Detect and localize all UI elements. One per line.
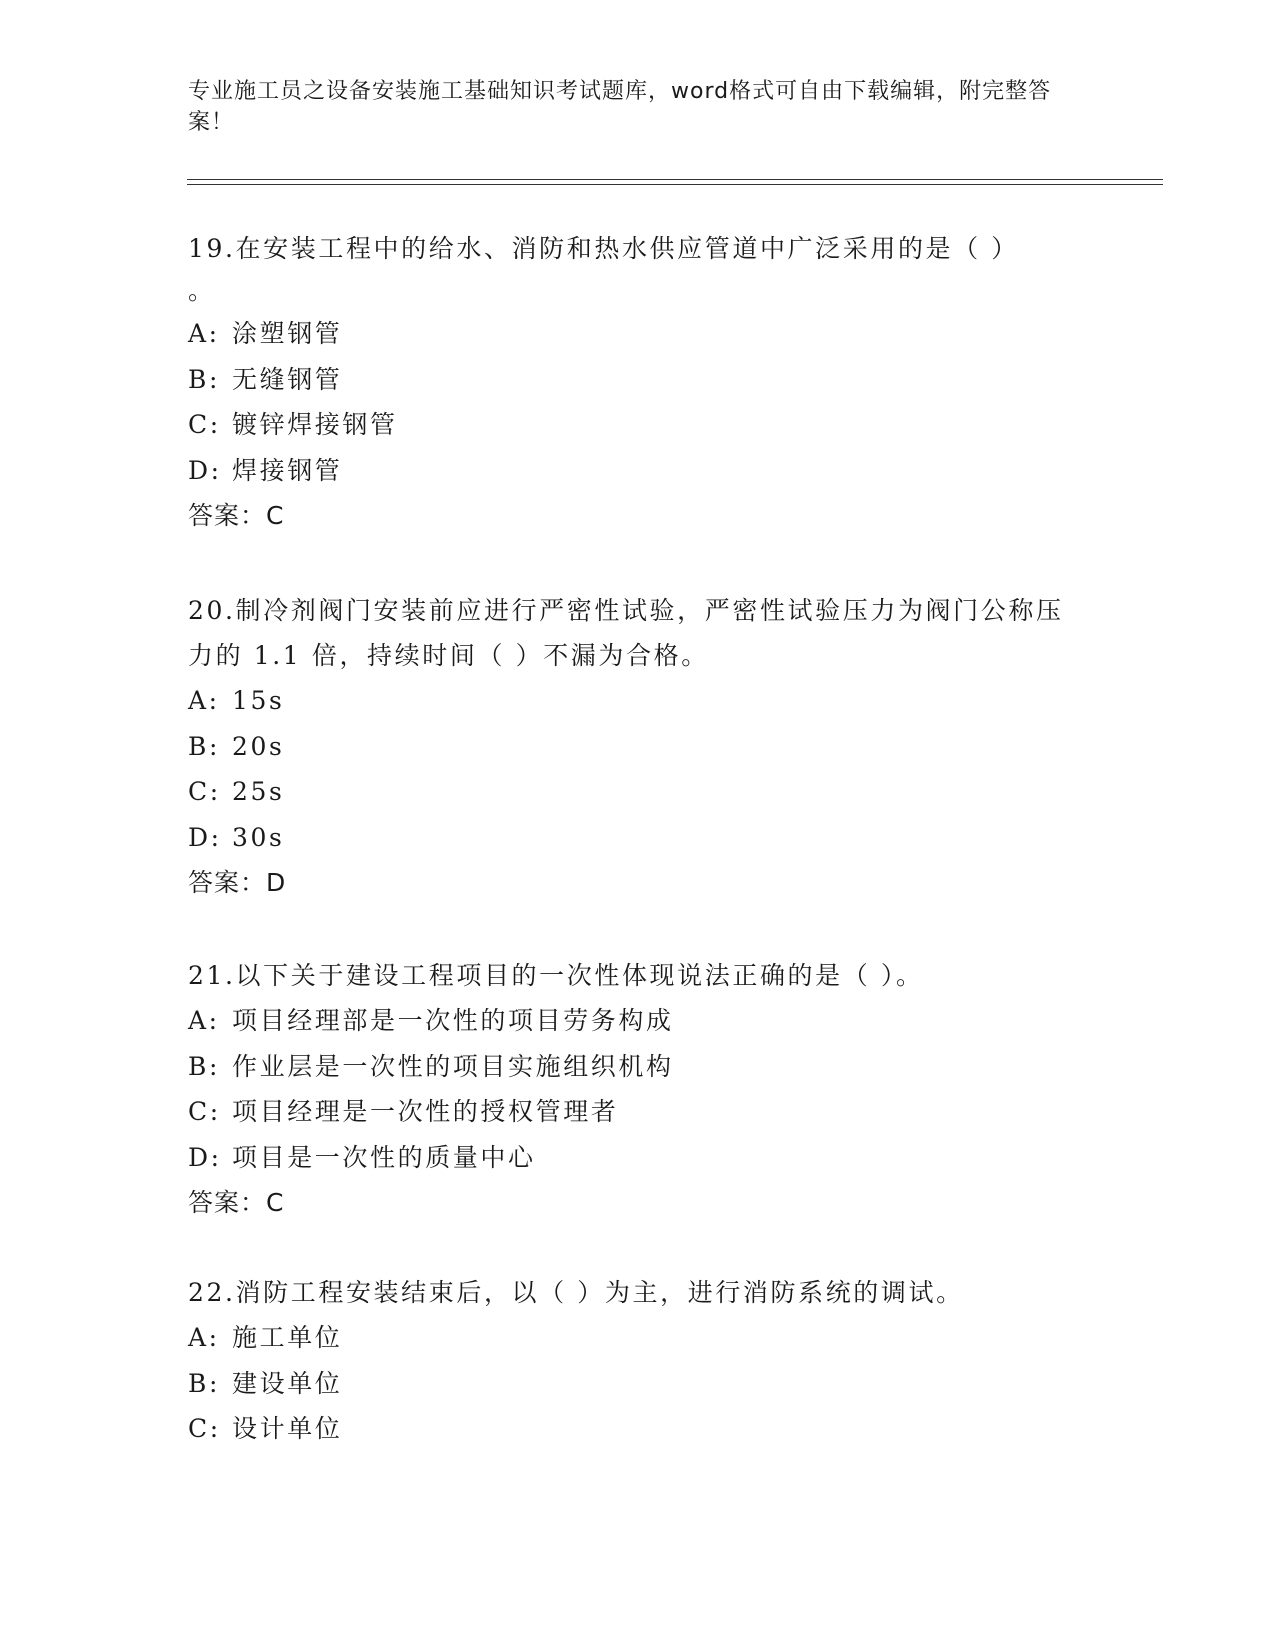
answer: 答案：D [188, 868, 287, 897]
option-a [188, 1315, 1088, 1361]
question-stem: 22.消防工程安装结束后，以（ ）为主，进行消防系统的调试。 [188, 1278, 964, 1307]
answer: 答案：C [188, 501, 285, 530]
option-b [188, 1361, 1088, 1407]
option-b [188, 1044, 1088, 1090]
option-c [188, 1406, 1088, 1452]
header-double-rule [187, 179, 1163, 185]
option-text: 建设单位 [232, 1368, 343, 1398]
question-stem-tail: 。 [188, 276, 214, 305]
header-text: 专业施工员之设备安装施工基础知识考试题库，word格式可自由下载编辑，附完整答案！ [188, 79, 1052, 135]
option-text: 项目经理是一次性的授权管理者 [232, 1097, 619, 1126]
question-21 [188, 953, 1088, 1225]
option-letter: A: [188, 319, 220, 348]
option-letter: C: [188, 410, 221, 439]
option-d [188, 815, 1088, 861]
answer: 答案：C [188, 1188, 285, 1217]
option-text: 20s [232, 731, 285, 761]
option-text: 设计单位 [232, 1414, 343, 1443]
question-stem: 20.制冷剂阀门安装前应进行严密性试验，严密性试验压力为阀门公称压力的 1.1 倍，持续时间（ ）不漏为合格。 [188, 596, 1064, 670]
option-a [188, 998, 1088, 1044]
option-a [188, 311, 1088, 357]
option-letter: B: [188, 364, 220, 394]
option-letter: D: [188, 822, 222, 852]
option-text: 镀锌焊接钢管 [232, 410, 398, 439]
option-letter: A: [188, 686, 220, 715]
option-letter: D: [188, 455, 222, 485]
option-text: 焊接钢管 [232, 455, 343, 485]
question-20 [188, 588, 1088, 905]
option-b [188, 724, 1088, 770]
option-text: 无缝钢管 [232, 364, 343, 394]
question-22 [188, 1270, 1088, 1452]
option-a [188, 678, 1088, 724]
question-stem: 21.以下关于建设工程项目的一次性体现说法正确的是（ ）。 [188, 961, 924, 990]
option-text: 项目经理部是一次性的项目劳务构成 [232, 1006, 674, 1035]
option-text: 15s [232, 686, 285, 715]
option-letter: B: [188, 1368, 220, 1398]
option-c [188, 402, 1088, 448]
question-stem: 19.在安装工程中的给水、消防和热水供应管道中广泛采用的是（ ） [188, 234, 1019, 263]
option-d [188, 1135, 1088, 1181]
option-text: 作业层是一次性的项目实施组织机构 [232, 1051, 674, 1081]
option-letter: C: [188, 777, 221, 806]
option-letter: A: [188, 1006, 220, 1035]
option-text: 30s [232, 822, 285, 852]
option-letter: B: [188, 731, 220, 761]
option-c [188, 1089, 1088, 1135]
option-d [188, 448, 1088, 494]
option-letter: A: [188, 1323, 220, 1352]
option-text: 涂塑钢管 [232, 319, 343, 348]
option-letter: B: [188, 1051, 220, 1081]
option-text: 施工单位 [232, 1323, 343, 1352]
option-text: 项目是一次性的质量中心 [232, 1142, 536, 1172]
option-c [188, 769, 1088, 815]
option-letter: C: [188, 1414, 221, 1443]
option-letter: D: [188, 1142, 222, 1172]
option-text: 25s [232, 777, 285, 806]
option-letter: C: [188, 1097, 221, 1126]
document-header [188, 76, 1068, 138]
question-19 [188, 226, 1088, 538]
option-b [188, 357, 1088, 403]
